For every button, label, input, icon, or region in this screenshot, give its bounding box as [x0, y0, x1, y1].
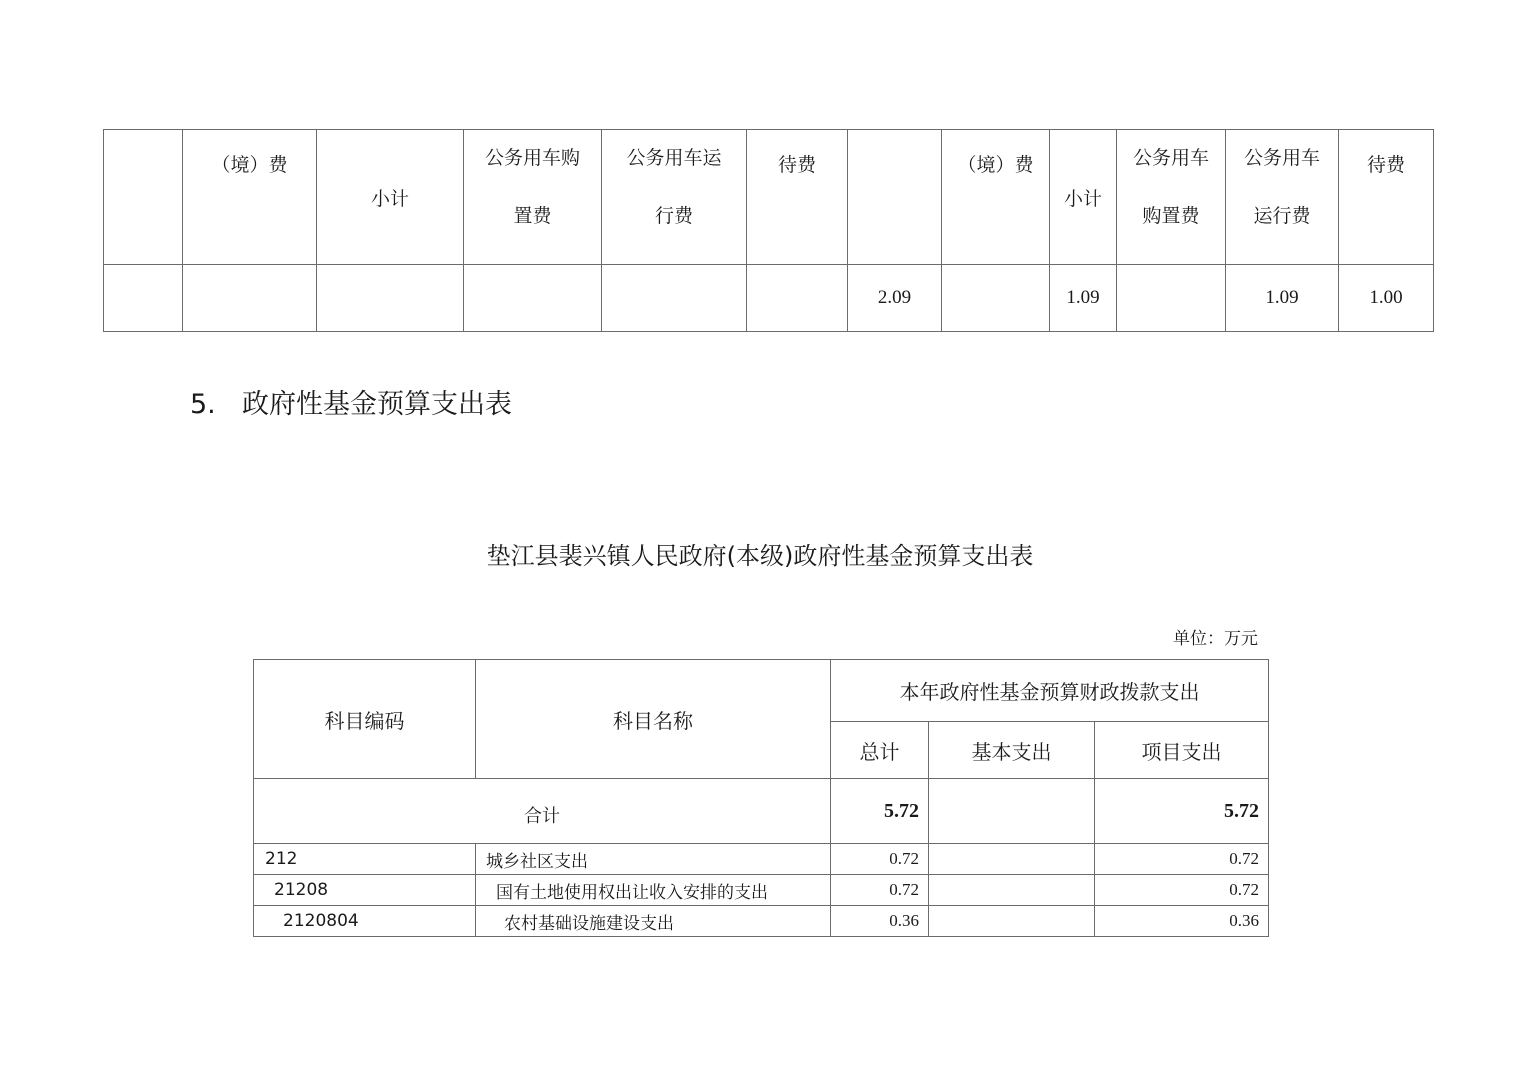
value-cell: 1.09 [1226, 265, 1339, 332]
table-row [254, 844, 1269, 875]
row-basic [929, 875, 1095, 906]
header-project: 项目支出 [1095, 722, 1269, 779]
header-cell: 公务用车购 置费 [464, 130, 602, 265]
table-row [254, 875, 1269, 906]
value-cell: 1.00 [1339, 265, 1434, 332]
header-cell: 小计 [1050, 130, 1117, 265]
header-name: 科目名称 [476, 660, 831, 779]
header-basic: 基本支出 [929, 722, 1095, 779]
section-heading [190, 382, 512, 421]
header-group: 本年政府性基金预算财政拨款支出 [831, 660, 1269, 722]
header-cell [848, 130, 942, 265]
table-header-row [254, 660, 1269, 722]
row-name: 城乡社区支出 [476, 844, 831, 875]
summary-total: 5.72 [831, 779, 929, 844]
table-header-row [104, 130, 1434, 265]
row-code: 21208 [254, 875, 476, 906]
value-cell [104, 265, 183, 332]
table-title: 垫江县裴兴镇人民政府(本级)政府性基金预算支出表 [486, 542, 1034, 570]
value-cell: 2.09 [848, 265, 942, 332]
header-cell: 待费 [1339, 130, 1434, 265]
row-total: 0.72 [831, 844, 929, 875]
row-code: 212 [254, 844, 476, 875]
expense-continuation-table [103, 129, 1434, 332]
value-cell [464, 265, 602, 332]
value-cell [942, 265, 1050, 332]
row-name: 农村基础设施建设支出 [476, 906, 831, 937]
row-total: 0.72 [831, 875, 929, 906]
value-cell [602, 265, 747, 332]
table-row [104, 265, 1434, 332]
value-cell [1117, 265, 1226, 332]
row-project: 0.72 [1095, 875, 1269, 906]
value-cell [317, 265, 464, 332]
header-cell: 公务用车 购置费 [1117, 130, 1226, 265]
value-cell: 1.09 [1050, 265, 1117, 332]
value-cell [183, 265, 317, 332]
row-project: 0.36 [1095, 906, 1269, 937]
government-fund-expenditure-table [253, 659, 1269, 937]
section-number: 5. [190, 389, 216, 420]
summary-basic [929, 779, 1095, 844]
header-cell [104, 130, 183, 265]
row-basic [929, 906, 1095, 937]
header-cell: （境）费 [942, 130, 1050, 265]
summary-label: 合计 [254, 779, 831, 844]
header-cell: （境）费 [183, 130, 317, 265]
header-cell: 公务用车运 行费 [602, 130, 747, 265]
row-project: 0.72 [1095, 844, 1269, 875]
row-total: 0.36 [831, 906, 929, 937]
row-name: 国有土地使用权出让收入安排的支出 [476, 875, 831, 906]
header-cell: 小计 [317, 130, 464, 265]
header-total: 总计 [831, 722, 929, 779]
summary-row [254, 779, 1269, 844]
section-title: 政府性基金预算支出表 [242, 389, 512, 420]
row-basic [929, 844, 1095, 875]
table-row [254, 906, 1269, 937]
header-cell: 公务用车 运行费 [1226, 130, 1339, 265]
header-code: 科目编码 [254, 660, 476, 779]
value-cell [747, 265, 848, 332]
unit-label: 单位：万元 [1173, 629, 1258, 649]
row-code: 2120804 [254, 906, 476, 937]
summary-project: 5.72 [1095, 779, 1269, 844]
header-cell: 待费 [747, 130, 848, 265]
